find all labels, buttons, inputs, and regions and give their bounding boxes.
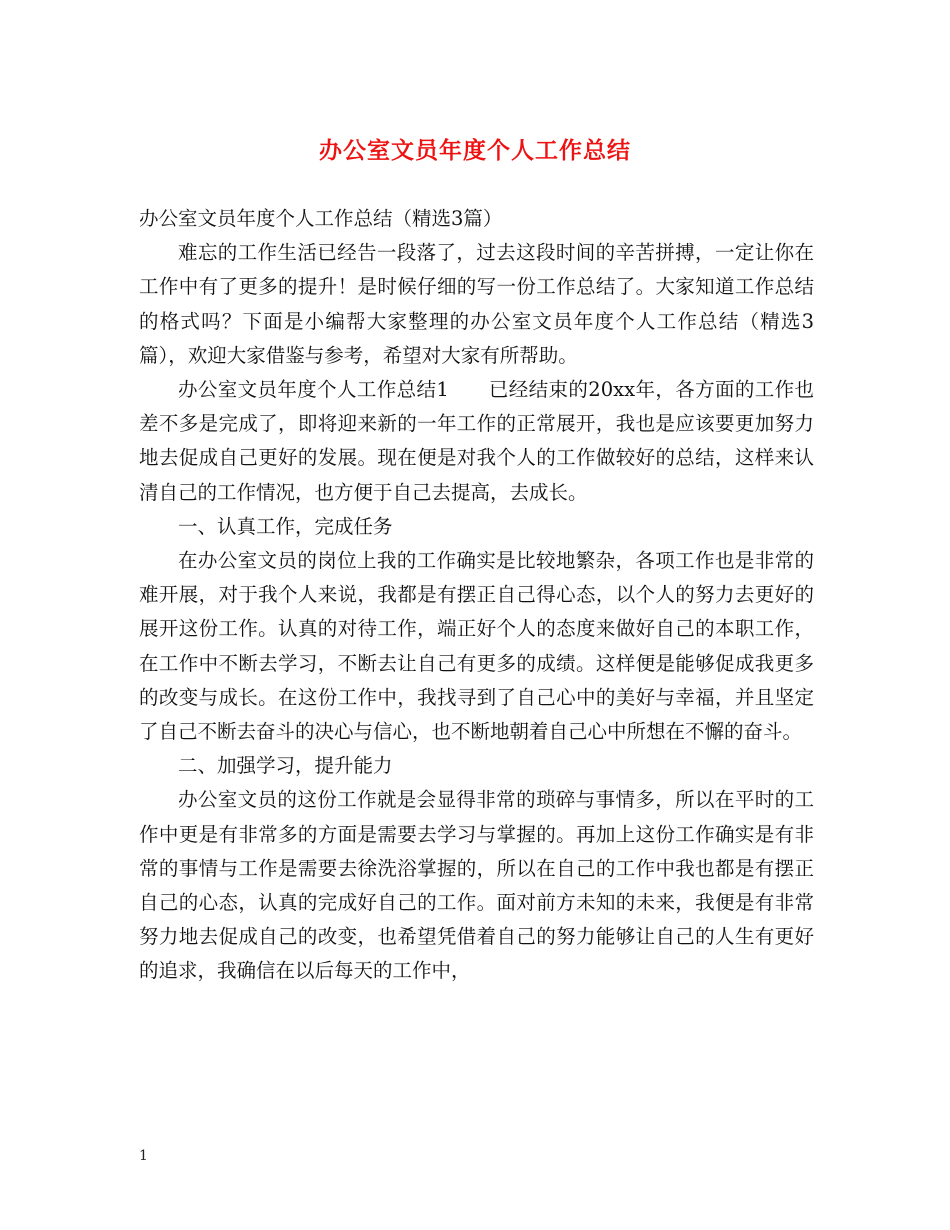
section-heading-2: 二、加强学习，提升能力 xyxy=(178,754,393,778)
paragraph-intro: 难忘的工作生活已经告一段落了，过去这段时间的辛苦拼搏，一定让你在工作中有了更多的提升！是时候仔细的写一份工作总结了。大家知道工作总结的格式吗？下面是小编帮大家整理的办公室文员年度个人工作总结（精选3篇），欢迎大家借鉴与参考，希望对大家有所帮助。 xyxy=(139,241,814,367)
paragraph-summary-1: 办公室文员年度个人工作总结1 已经结束的20xx年，各方面的工作也差不多是完成了，即将迎来新的一年工作的正常展开，我也是应该要更加努力地去促成自己更好的发展。现在便是对我个人的工作做较好的总结，这样来认清自己的工作情况，也方便于自己去提高，去成长。 xyxy=(139,378,814,504)
document-body xyxy=(139,202,814,989)
document-title: 办公室文员年度个人工作总结 xyxy=(319,137,631,164)
paragraph-subtitle: 办公室文员年度个人工作总结（精选3篇） xyxy=(139,207,503,230)
page-number: 1 xyxy=(139,1148,148,1164)
paragraph-section-1: 在办公室文员的岗位上我的工作确实是比较地繁杂，各项工作也是非常的难开展，对于我个人来说，我都是有摆正自己得心态，以个人的努力去更好的展开这份工作。认真的对待工作，端正好个人的态度来做好自己的本职工作，在工作中不断去学习，不断去让自己有更多的成绩。这样便是能够促成我更多的改变与成长。在这份工作中，我找寻到了自己心中的美好与幸福，并且坚定了自己不断去奋斗的决心与信心，也不断地朝着自己心中所想在不懈的奋斗。 xyxy=(139,549,814,744)
section-heading-1: 一、认真工作，完成任务 xyxy=(178,514,393,538)
paragraph-section-2: 办公室文员的这份工作就是会显得非常的琐碎与事情多，所以在平时的工作中更是有非常多的方面是需要去学习与掌握的。再加上这份工作确实是有非常的事情与工作是需要去徐洗浴掌握的，所以在自己的工作中我也都是有摆正自己的心态，认真的完成好自己的工作。面对前方未知的未来，我便是有非常努力地去促成自己的改变，也希望凭借着自己的努力能够让自己的人生有更好的追求，我确信在以后每天的工作中， xyxy=(139,788,814,983)
